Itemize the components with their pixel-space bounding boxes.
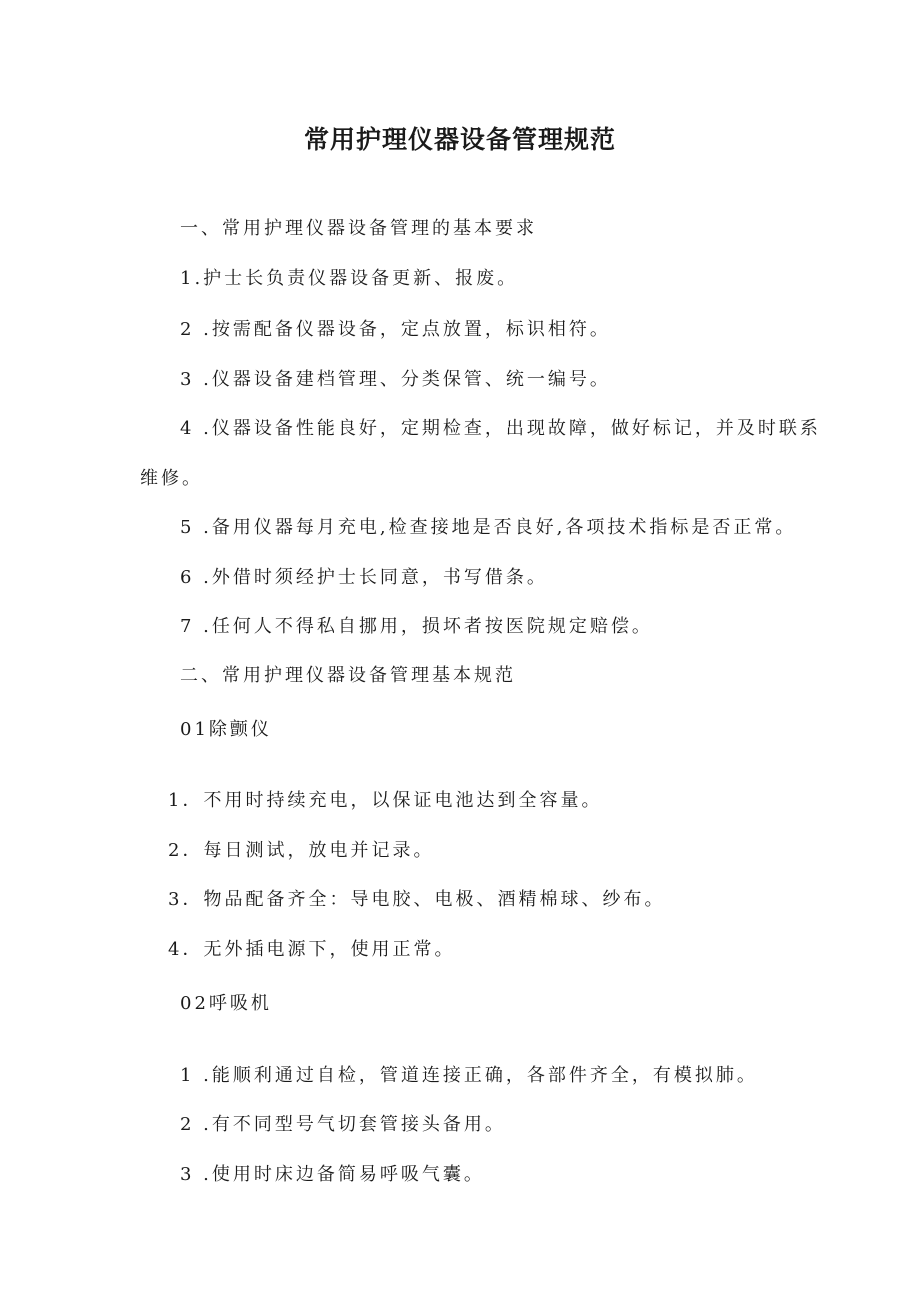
ventilator-item: 1 .能顺利通过自检，管道连接正确，各部件齐全，有模拟肺。	[180, 1065, 758, 1086]
requirement-item: 4 .仪器设备性能良好，定期检查，出现故障，做好标记，并及时联系	[180, 418, 821, 439]
section-heading-basic-requirements: 一、常用护理仪器设备管理的基本要求	[180, 218, 537, 239]
defibrillator-item: 2．每日测试，放电并记录。	[168, 840, 435, 861]
subsection-heading-defibrillator: 01除颤仪	[180, 719, 272, 740]
subsection-heading-ventilator: 02呼吸机	[180, 993, 272, 1014]
ventilator-item: 3 .使用时床边备简易呼吸气囊。	[180, 1164, 485, 1185]
requirement-item: 1.护士长负责仪器设备更新、报废。	[180, 268, 519, 289]
requirement-item: 5 .备用仪器每月充电,检查接地是否良好,各项技术指标是否正常。	[180, 517, 797, 538]
requirement-item: 7 .任何人不得私自挪用，损坏者按医院规定赔偿。	[180, 616, 653, 637]
requirement-item-continuation: 维修。	[140, 468, 203, 489]
requirement-item: 2 .按需配备仪器设备，定点放置，标识相符。	[180, 319, 611, 340]
page-title: 常用护理仪器设备管理规范	[303, 125, 616, 154]
defibrillator-item: 4．无外插电源下，使用正常。	[168, 939, 456, 960]
defibrillator-item: 1．不用时持续充电，以保证电池达到全容量。	[168, 790, 603, 811]
requirement-item: 6 .外借时须经护士长同意，书写借条。	[180, 567, 548, 588]
defibrillator-item: 3．物品配备齐全：导电胶、电极、酒精棉球、纱布。	[168, 889, 666, 910]
requirement-item: 3 .仪器设备建档管理、分类保管、统一编号。	[180, 369, 611, 390]
ventilator-item: 2 .有不同型号气切套管接头备用。	[180, 1114, 506, 1135]
section-heading-basic-norms: 二、常用护理仪器设备管理基本规范	[180, 665, 516, 686]
